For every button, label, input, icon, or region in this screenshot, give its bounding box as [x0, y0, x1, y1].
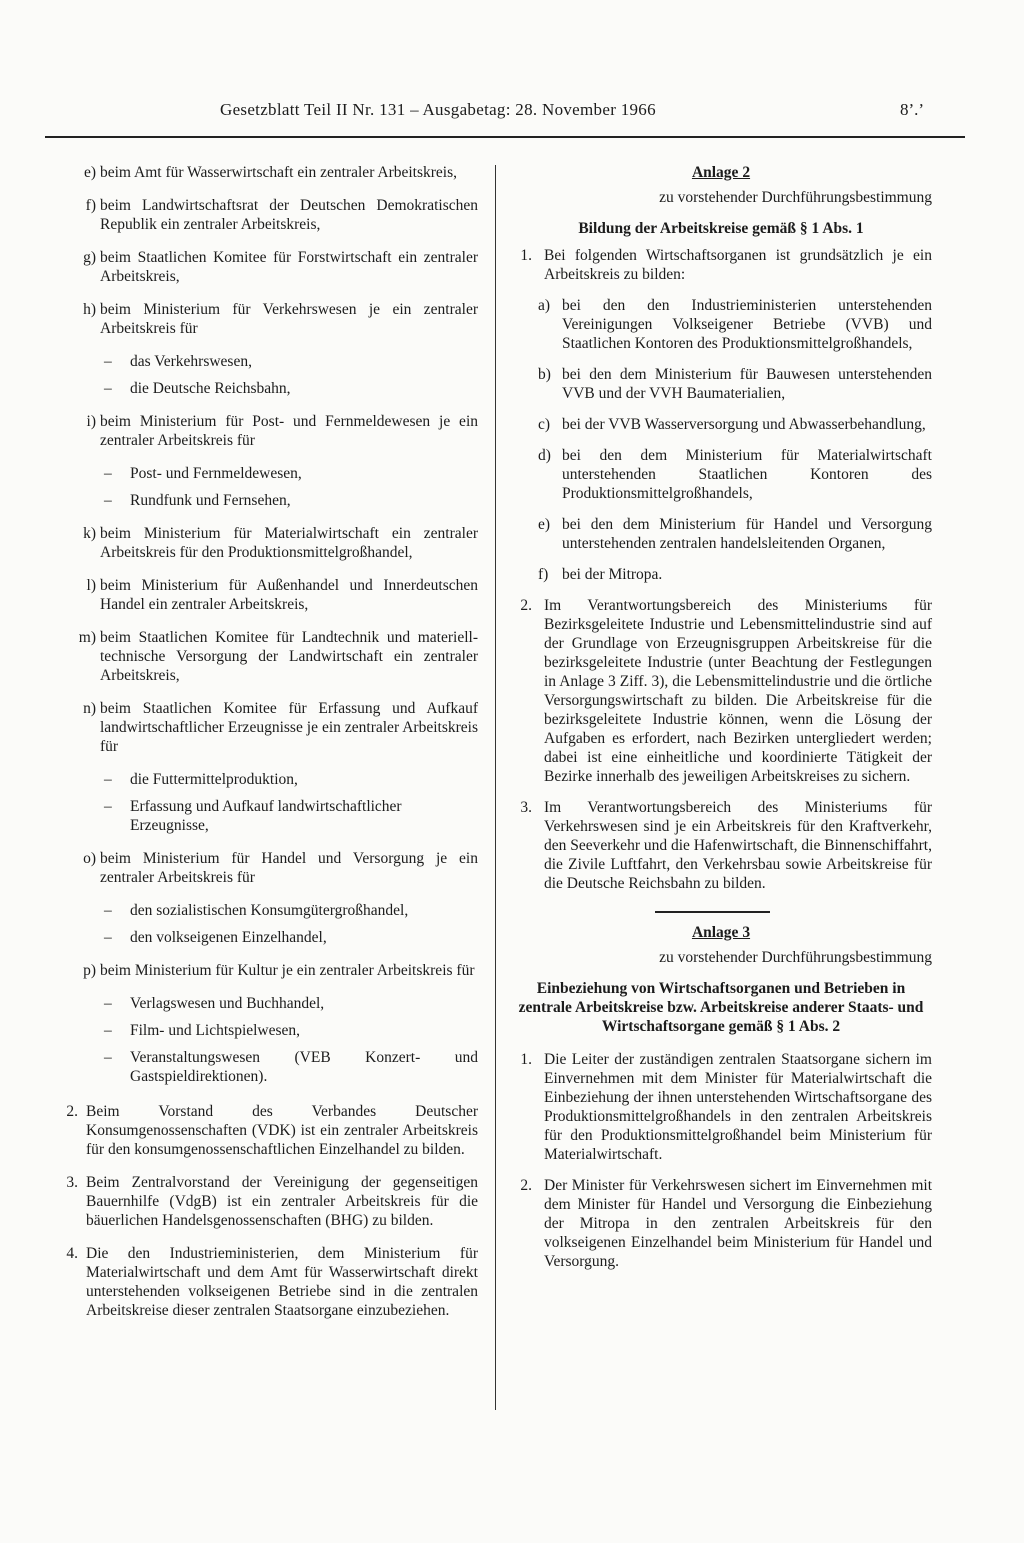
- item-text: beim Amt für Wasserwirtschaft ein zentraler Arbeitskreis,: [100, 164, 458, 181]
- anlage-3-title-text: Anlage 3: [691, 924, 751, 941]
- left-column: [58, 163, 478, 1334]
- item-label: 3.: [520, 799, 532, 816]
- item-label: d): [538, 447, 551, 464]
- item-text: beim Ministerium für Post- und Fernmeldewesen je ein zentraler Arbeitskreis für: [100, 413, 478, 449]
- list-item: [58, 524, 478, 562]
- anlage-3-title: [510, 923, 932, 942]
- list-item: [58, 163, 478, 182]
- list-item: [58, 699, 478, 756]
- numbered-item: [510, 1050, 932, 1164]
- item-text: Die den Industrieministerien, dem Ministerium für Materialwirtschaft und dem Amt für Wasserwirtschaft direkt unterstehenden volkseigenen Betriebe sind in die zentralen Arbeitskreise dieser zentralen Staatsorgane einzubeziehen.: [86, 1245, 478, 1319]
- list-item: [58, 628, 478, 685]
- list-item: [58, 300, 478, 338]
- dash-item: – das Verkehrswesen,: [58, 352, 478, 371]
- item-label: g): [83, 249, 96, 266]
- sub-item: [510, 365, 932, 403]
- dash-item: – Veranstaltungswesen (VEB Konzert- und Gastspieldirektionen).: [58, 1048, 478, 1086]
- item-label: 2.: [66, 1103, 78, 1120]
- page-number: 8’.’: [900, 100, 925, 119]
- item-label: 1.: [520, 1051, 532, 1068]
- dash-item: – Verlagswesen und Buchhandel,: [58, 994, 478, 1013]
- item-label: e): [538, 516, 551, 533]
- item-text: bei der Mitropa.: [562, 566, 663, 583]
- item-text: bei der VVB Wasserversorgung und Abwasserbehandlung,: [562, 416, 926, 433]
- dash-item: – den volkseigenen Einzelhandel,: [58, 928, 478, 947]
- anlage-2-subtitle: zu vorstehender Durchführungsbestimmung: [659, 189, 932, 206]
- section-separator: [655, 911, 770, 913]
- sub-item: [510, 296, 932, 353]
- item-text: beim Ministerium für Materialwirtschaft ein zentraler Arbeitskreis für den Produktionsmittelgroßhandel,: [100, 525, 478, 561]
- item-label: 1.: [520, 247, 532, 264]
- item-label: o): [83, 850, 96, 867]
- item-text: beim Ministerium für Handel und Versorgung je ein zentraler Arbeitskreis für: [100, 850, 478, 886]
- item-text: Beim Vorstand des Verbandes Deutscher Konsumgenossenschaften (VDK) ist ein zentraler Arbeitskreis für den konsumgenossenschaftlichen Einzelhandel zu bilden.: [86, 1103, 478, 1158]
- anlage-2-title-text: Anlage 2: [691, 164, 751, 181]
- item-text: Die Leiter der zuständigen zentralen Staatsorgane sichern im Einvernehmen mit dem Minister für Materialwirtschaft die Einbeziehung der ihnen unterstehenden Wirtschaftsorgane des Produktionsmittelgroßhandels in den zentralen Arbeitskreis für den Produktionsmittelgroßhandel beim Ministerium für Materialwirtschaft.: [544, 1051, 932, 1163]
- item-label: f): [538, 566, 549, 583]
- item-text: Beim Zentralvorstand der Vereinigung der gegenseitigen Bauernhilfe (VdgB) ist ein zentraler Arbeitskreis für die bäuerlichen Handelsgenossenschaften (BHG) zu bilden.: [86, 1174, 478, 1229]
- item-text: Der Minister für Verkehrswesen sichert im Einvernehmen mit dem Minister für Handel und Versorgung die Einbeziehung der Mitropa in den zentralen Arbeitskreis für den volkseigenen Einzelhandel beim Ministerium für Handel und Versorgung.: [544, 1177, 932, 1270]
- item-label: 2.: [520, 597, 532, 614]
- item-label: b): [538, 366, 551, 383]
- list-item: [58, 412, 478, 450]
- item-label: e): [83, 164, 96, 181]
- item-text: Im Verantwortungsbereich des Ministeriums für Bezirksgeleitete Industrie und Lebensmittelindustrie sind auf der Grundlage von Erzeugnisgruppen Arbeitskreise für die bezirksgeleitete Industrie (unter Beachtung der Festlegungen in Anlage 3 Ziff. 3), die Lebensmittelindustrie und die örtliche Versorgungswirtschaft zu bilden. Die Arbeitskreise für die bezirksgeleitete Industrie können, wenn die Lösung der Aufgaben es erfordert, nach Bezirken untergliedert werden; dabei ist eine einheitliche und koordinierte Tätigkeit der Bezirke innerhalb des jeweiligen Arbeitskreises zu sichern.: [544, 597, 932, 785]
- item-label: p): [83, 962, 96, 979]
- sub-item: [510, 515, 932, 553]
- anlage-2-heading: Bildung der Arbeitskreise gemäß § 1 Abs. 1: [578, 220, 864, 237]
- item-label: n): [83, 700, 96, 717]
- sub-item: [510, 415, 932, 434]
- item-text: bei den den Industrieministerien unterstehenden Vereinigungen Volkseigener Betriebe (VVB) und Staatlichen Kontoren des Produktionsmittelgroßhandels,: [562, 297, 932, 352]
- sub-item: [510, 565, 932, 584]
- item-label: i): [86, 413, 96, 430]
- list-item: [58, 961, 478, 980]
- dash-item: – Film- und Lichtspielwesen,: [58, 1021, 478, 1040]
- item-text: beim Landwirtschaftsrat der Deutschen Demokratischen Republik ein zentraler Arbeitskreis,: [100, 197, 478, 233]
- header-rule: [45, 136, 965, 138]
- item-text: bei den dem Ministerium für Materialwirtschaft unterstehenden Staatlichen Kontoren des Produktionsmittelgroßhandels,: [562, 447, 932, 502]
- dash-item: – die Deutsche Reichsbahn,: [58, 379, 478, 398]
- numbered-item: [510, 246, 932, 284]
- item-text: Bei folgenden Wirtschaftsorganen ist grundsätzlich je ein Arbeitskreis zu bilden:: [544, 247, 932, 283]
- list-item: [58, 248, 478, 286]
- item-label: a): [538, 297, 551, 314]
- item-text: bei den dem Ministerium für Handel und Versorgung unterstehenden zentralen handelsleitenden Organen,: [562, 516, 932, 552]
- right-column: [510, 163, 932, 1283]
- list-item: [58, 576, 478, 614]
- item-label: m): [78, 629, 96, 646]
- item-text: beim Ministerium für Außenhandel und Innerdeutschen Handel ein zentraler Arbeitskreis,: [100, 577, 478, 613]
- item-label: 4.: [66, 1245, 78, 1262]
- dash-item: – die Futtermittelproduktion,: [58, 770, 478, 789]
- dash-item: – den sozialistischen Konsumgütergroßhandel,: [58, 901, 478, 920]
- item-label: c): [538, 416, 551, 433]
- numbered-item: [58, 1244, 478, 1320]
- numbered-item: [510, 596, 932, 786]
- sub-item: [510, 446, 932, 503]
- list-item: [58, 196, 478, 234]
- dash-item: – Rundfunk und Fernsehen,: [58, 491, 478, 510]
- numbered-item: [58, 1173, 478, 1230]
- anlage-3-subtitle: zu vorstehender Durchführungsbestimmung: [659, 949, 932, 966]
- numbered-item: [510, 798, 932, 893]
- dash-item: – Post- und Fernmeldewesen,: [58, 464, 478, 483]
- page-header: Gesetzblatt Teil II Nr. 131 – Ausgabetag: 28. November 1966: [220, 100, 656, 119]
- item-label: 2.: [520, 1177, 532, 1194]
- list-item: [58, 849, 478, 887]
- item-label: 3.: [66, 1174, 78, 1191]
- item-label: l): [86, 577, 96, 594]
- item-text: beim Ministerium für Kultur je ein zentraler Arbeitskreis für: [100, 962, 475, 979]
- column-divider: [495, 165, 496, 1410]
- item-text: beim Staatlichen Komitee für Erfassung und Aufkauf landwirtschaftlicher Erzeugnisse je ein zentraler Arbeitskreis für: [100, 700, 478, 755]
- item-label: f): [85, 197, 96, 214]
- item-text: Im Verantwortungsbereich des Ministeriums für Verkehrswesen sind je ein Arbeitskreis für den Kraftverkehr, den Seeverkehr und die Hafenwirtschaft, die Binnenschiffahrt, die Zivile Luftfahrt, den Verkehrsbau sowie Arbeitskreise für die Deutsche Reichsbahn zu bilden.: [544, 799, 932, 892]
- item-text: bei den dem Ministerium für Bauwesen unterstehenden VVB und der VVH Baumaterialien,: [562, 366, 932, 402]
- item-text: beim Staatlichen Komitee für Forstwirtschaft ein zentraler Arbeitskreis,: [100, 249, 478, 285]
- numbered-item: [58, 1102, 478, 1159]
- numbered-item: [510, 1176, 932, 1271]
- item-text: beim Ministerium für Verkehrswesen je ein zentraler Arbeitskreis für: [100, 301, 478, 337]
- item-label: h): [83, 301, 96, 318]
- item-label: k): [83, 525, 96, 542]
- anlage-2-title: [510, 163, 932, 182]
- item-text: beim Staatlichen Komitee für Landtechnik und materiell-technische Versorgung der Landwirtschaft ein zentraler Arbeitskreis,: [100, 629, 478, 684]
- anlage-3-heading: Einbeziehung von Wirtschaftsorganen und Betrieben in zentrale Arbeitskreise bzw. Arbeitskreise anderer Staats- und Wirtschaftsorgane gemäß § 1 Abs. 2: [518, 980, 924, 1035]
- dash-item: – Erfassung und Aufkauf landwirtschaftlicher Erzeugnisse,: [58, 797, 478, 835]
